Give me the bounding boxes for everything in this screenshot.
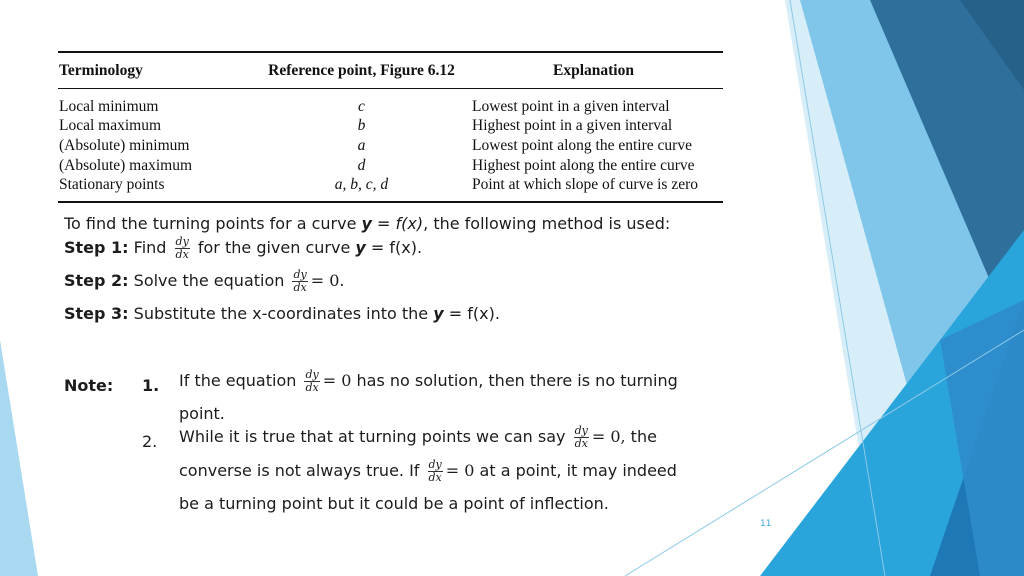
left-corner-shape: [0, 340, 38, 576]
step-3-y: y: [433, 304, 444, 323]
dy-dx-fraction: [428, 459, 443, 484]
step-2: [64, 269, 345, 294]
fraction-denominator: dx: [175, 248, 189, 261]
note-1-text-c: has no solution, then there is no turning: [351, 371, 678, 390]
table-row: [58, 117, 723, 137]
cell-term: (Absolute) minimum: [59, 136, 190, 154]
cell-explanation: Lowest point along the entire curve: [472, 136, 692, 154]
note-1-line-1: [179, 369, 678, 394]
table-row: [58, 136, 723, 156]
note-2-text-c: the: [625, 427, 657, 446]
intro-text-b: , the following method is used:: [423, 214, 671, 233]
fraction-numerator: dy: [175, 235, 189, 248]
cell-reference: a, b, c, d: [334, 176, 389, 194]
cell-reference: b: [357, 117, 366, 135]
note-label: Note:: [64, 376, 114, 395]
step-2-label: Step 2:: [64, 271, 129, 290]
header-explanation: Explanation: [553, 61, 634, 79]
fraction-numerator: dy: [428, 458, 442, 471]
dy-dx-fraction: [175, 236, 190, 261]
step-1: [64, 236, 422, 261]
note-2-equation: = 0,: [591, 427, 626, 446]
note-2-line-3: be a turning point but it could be a point of inflection.: [179, 494, 609, 513]
note-2-line-2: [179, 459, 677, 484]
fraction-numerator: dy: [293, 268, 307, 281]
fraction-denominator: dx: [305, 381, 319, 394]
intro-eq: =: [371, 214, 396, 233]
note-1-text-a: If the equation: [179, 371, 302, 390]
note-1-equation: = 0: [322, 371, 352, 390]
step-1-text-c: = f(x).: [365, 238, 423, 257]
cell-reference: a: [357, 136, 366, 154]
step-3-text-a: Substitute the x-coordinates into the: [128, 304, 434, 323]
step-2-text-a: Solve the equation: [128, 271, 290, 290]
intro-y: y: [361, 214, 372, 233]
intro-text-a: To find the turning points for a curve: [64, 214, 362, 233]
step-3-label: Step 3:: [64, 304, 129, 323]
table-bottom-rule: [58, 201, 723, 203]
fraction-denominator: dx: [293, 281, 307, 294]
fraction-denominator: dx: [574, 437, 588, 450]
table-row: [58, 156, 723, 176]
dy-dx-fraction: [292, 269, 307, 294]
step-1-text-b: for the given curve: [192, 238, 356, 257]
note-2-text-d: converse is not always true. If: [179, 461, 425, 480]
page-number: 11: [760, 519, 772, 529]
cell-term: (Absolute) maximum: [59, 156, 193, 174]
step-1-text-a: Find: [128, 238, 172, 257]
note-2-number: 2.: [142, 432, 158, 451]
header-reference-point: Reference point, Figure 6.12: [268, 61, 455, 79]
cell-reference: c: [358, 97, 365, 115]
terminology-table: [58, 51, 723, 203]
note-2-text-f: at a point, it may indeed: [474, 461, 677, 480]
table-row: [58, 175, 723, 195]
cell-reference: d: [357, 156, 366, 174]
fraction-denominator: dx: [428, 471, 442, 484]
note-2-text-a: While it is true that at turning points we can say: [179, 427, 571, 446]
note-2-line-1: [179, 425, 657, 450]
cell-term: Local maximum: [59, 117, 162, 135]
cell-explanation: Highest point along the entire curve: [472, 156, 695, 174]
method-intro: [64, 214, 670, 233]
cell-explanation: Highest point in a given interval: [472, 117, 673, 135]
table-header-row: [58, 53, 723, 88]
fraction-numerator: dy: [574, 424, 588, 437]
fraction-numerator: dy: [305, 368, 319, 381]
note-1-number: 1.: [142, 376, 160, 395]
cell-term: Local minimum: [59, 97, 159, 115]
note-1-line-2: point.: [179, 404, 225, 423]
cell-explanation: Point at which slope of curve is zero: [472, 176, 698, 194]
note-2-equation-2: = 0: [445, 461, 475, 480]
step-3: [64, 304, 500, 323]
step-1-label: Step 1:: [64, 238, 129, 257]
table-row: [58, 97, 723, 117]
header-terminology: Terminology: [59, 61, 143, 79]
step-3-text-b: = f(x).: [443, 304, 500, 323]
cell-explanation: Lowest point in a given interval: [472, 97, 670, 115]
step-1-y: y: [355, 238, 366, 257]
cell-term: Stationary points: [59, 176, 165, 194]
table-body: [58, 89, 723, 201]
intro-fx: f(x): [395, 214, 424, 233]
dy-dx-fraction: [574, 425, 589, 450]
step-2-equation: = 0.: [310, 271, 345, 290]
dy-dx-fraction: [304, 369, 319, 394]
